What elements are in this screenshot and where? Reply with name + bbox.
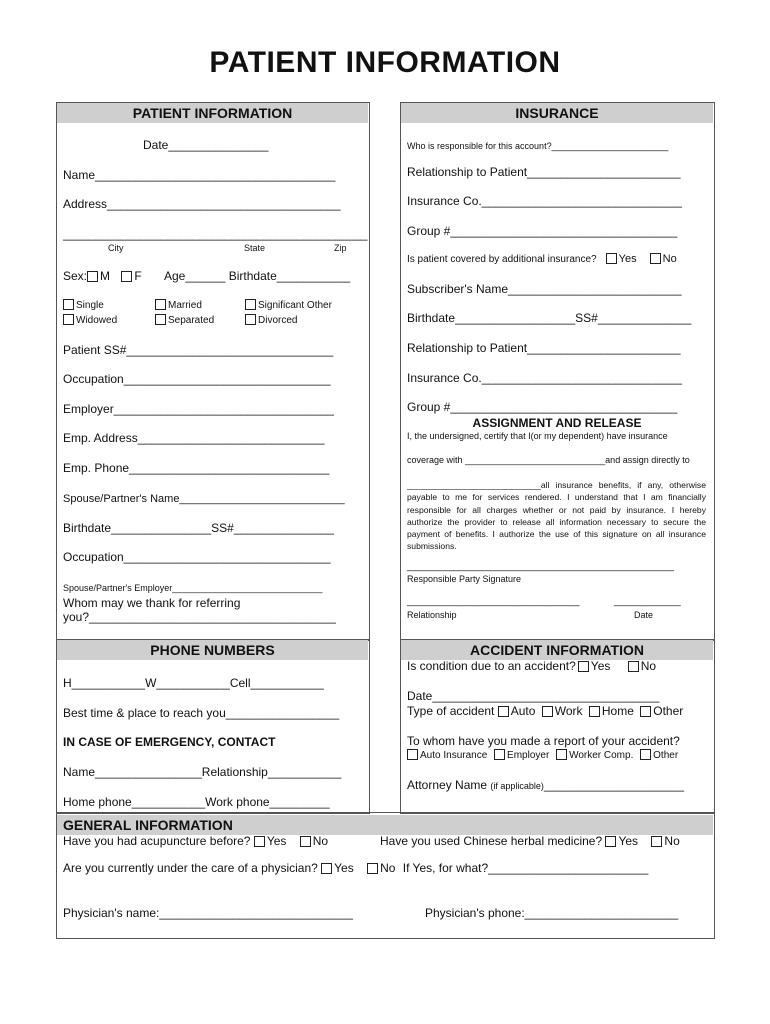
address-line-2[interactable]: _______________________________________________ [63, 227, 368, 241]
age-birthdate-field[interactable]: Age______ Birthdate___________ [164, 269, 351, 283]
physician-care-yes-checkbox[interactable] [321, 863, 332, 874]
work-checkbox[interactable] [542, 706, 553, 717]
other-label: Other [653, 704, 684, 718]
phone-header: PHONE NUMBERS [57, 640, 368, 660]
significant-other-checkbox[interactable] [245, 299, 256, 310]
other-report-label: Other [653, 750, 679, 761]
single-label: Single [76, 300, 104, 311]
separated-label: Separated [168, 315, 215, 326]
if-yes-field[interactable]: If Yes, for what?________________________ [402, 861, 649, 875]
auto-checkbox[interactable] [498, 706, 509, 717]
acupuncture-yes-checkbox[interactable] [254, 836, 265, 847]
report-options-row [407, 749, 678, 761]
emp-phone-field[interactable]: Emp. Phone______________________________ [63, 461, 330, 475]
single-option [63, 299, 104, 311]
emergency-contact-heading: IN CASE OF EMERGENCY, CONTACT [63, 735, 276, 749]
insurance-co-field[interactable]: Insurance Co.______________________________ [407, 194, 682, 208]
spouse-name-field[interactable]: Spouse/Partner's Name___________________________ [63, 493, 345, 505]
divorced-label: Divorced [258, 315, 298, 326]
accident-yes-label: Yes [590, 659, 611, 673]
emp-address-field[interactable]: Emp. Address____________________________ [63, 431, 325, 445]
employer-checkbox[interactable] [494, 749, 505, 760]
patient-ss-field[interactable]: Patient SS#_______________________________ [63, 343, 334, 357]
accident-yes-checkbox[interactable] [578, 661, 589, 672]
page-title: PATIENT INFORMATION [209, 46, 561, 79]
divorced-option [245, 314, 297, 326]
auto-insurance-checkbox[interactable] [407, 749, 418, 760]
accident-header: ACCIDENT INFORMATION [401, 640, 713, 660]
additional-no-checkbox[interactable] [650, 253, 661, 264]
widowed-option [63, 314, 117, 326]
herbal-no-checkbox[interactable] [651, 836, 662, 847]
female-checkbox[interactable] [121, 271, 132, 282]
accident-condition-label: Is condition due to an accident? [407, 659, 576, 673]
physician-care-row [63, 861, 648, 875]
separated-checkbox[interactable] [155, 314, 166, 325]
additional-no-label: No [662, 253, 677, 265]
assignment-line-2[interactable]: coverage with ____________________________and assign directly to [407, 455, 690, 465]
responsible-label: Who is responsible for this account? [407, 141, 552, 151]
acupuncture-row [63, 834, 328, 848]
accident-condition-row [407, 659, 656, 673]
relationship-sign-line[interactable]: _______________________________ [407, 596, 580, 607]
married-label: Married [168, 300, 202, 311]
spouse-birth-ss-field[interactable]: Birthdate_______________SS#_______________ [63, 521, 334, 535]
widowed-label: Widowed [76, 315, 118, 326]
relationship-sign-label: Relationship [407, 610, 457, 620]
attorney-line: _____________________ [543, 778, 685, 792]
subscriber-field[interactable]: Subscriber's Name__________________________ [407, 282, 682, 296]
if-applicable-label: (if applicable) [490, 781, 544, 791]
herbal-row [380, 834, 680, 848]
worker-comp-checkbox[interactable] [556, 749, 567, 760]
assignment-heading: ASSIGNMENT AND RELEASE [472, 416, 642, 430]
relationship-field[interactable]: Relationship to Patient_______________________ [407, 165, 681, 179]
acupuncture-yes-label: Yes [266, 834, 287, 848]
group-field[interactable]: Group #__________________________________ [407, 224, 678, 238]
assignment-line-1: I, the undersigned, certify that I(or my dependent) have insurance [407, 431, 668, 441]
city-label: City [108, 243, 124, 253]
additional-insurance-label: Is patient covered by additional insurance? [407, 254, 597, 265]
state-label: State [244, 243, 266, 253]
physician-care-label: Are you currently under the care of a physician? [63, 861, 318, 875]
physician-care-no-label: No [380, 861, 396, 875]
additional-yes-checkbox[interactable] [606, 253, 617, 264]
group-2-field[interactable]: Group #__________________________________ [407, 400, 678, 414]
responsible-field[interactable] [407, 136, 668, 154]
married-option [155, 299, 202, 311]
additional-yes-label: Yes [618, 253, 637, 265]
emergency-name-field[interactable]: Name________________Relationship___________ [63, 765, 342, 779]
home-label: Home [601, 704, 634, 718]
work-label: Work [554, 704, 583, 718]
accident-type-row [407, 704, 683, 718]
accident-type-label: Type of accident [407, 704, 495, 718]
name-field[interactable]: Name____________________________________ [63, 168, 336, 182]
signature-label: Responsible Party Signature [407, 574, 522, 584]
additional-insurance-row [407, 253, 677, 265]
accident-no-checkbox[interactable] [628, 661, 639, 672]
general-header: GENERAL INFORMATION [57, 815, 713, 835]
emergency-phone-field[interactable]: Home phone___________Work phone_________ [63, 795, 330, 809]
zip-label: Zip [334, 243, 347, 253]
herbal-label: Have you used Chinese herbal medicine? [380, 834, 603, 848]
spouse-occupation-field[interactable]: Occupation_______________________________ [63, 550, 331, 564]
herbal-yes-label: Yes [618, 834, 639, 848]
married-checkbox[interactable] [155, 299, 166, 310]
auto-label: Auto [510, 704, 536, 718]
divorced-checkbox[interactable] [245, 314, 256, 325]
patient-header: PATIENT INFORMATION [57, 103, 368, 123]
relationship-2-field[interactable]: Relationship to Patient_______________________ [407, 341, 681, 355]
physician-name-field[interactable]: Physician's name:_____________________________ [63, 906, 353, 920]
male-label: M [100, 269, 111, 283]
employer-label: Employer [507, 750, 550, 761]
herbal-yes-checkbox[interactable] [605, 836, 616, 847]
accident-no-label: No [640, 659, 657, 673]
insurance-header: INSURANCE [401, 103, 713, 123]
attorney-field[interactable] [407, 778, 684, 792]
female-label: F [134, 269, 142, 283]
other-checkbox[interactable] [640, 706, 651, 717]
spouse-employer-field[interactable]: Spouse/Partner's Employer______________________________ [63, 583, 323, 593]
physician-phone-field[interactable]: Physician's phone:_______________________ [425, 906, 679, 920]
acupuncture-no-label: No [312, 834, 329, 848]
separated-option [155, 314, 214, 326]
subscriber-birth-ss-field[interactable]: Birthdate__________________SS#______________ [407, 311, 692, 325]
significant-other-label: Significant Other [258, 300, 332, 311]
sex-label: Sex: [63, 269, 88, 283]
report-label: To whom have you made a report of your accident? [407, 734, 680, 748]
date-sign-label: Date [634, 610, 654, 620]
home-checkbox[interactable] [589, 706, 600, 717]
male-checkbox[interactable] [87, 271, 98, 282]
worker-comp-label: Worker Comp. [569, 750, 634, 761]
occupation-field[interactable]: Occupation_______________________________ [63, 372, 331, 386]
auto-insurance-label: Auto Insurance [420, 750, 488, 761]
phone-numbers-field[interactable]: H___________W___________Cell___________ [63, 676, 324, 690]
herbal-no-label: No [664, 834, 680, 848]
date-sign-line[interactable]: ____________ [614, 596, 681, 607]
referral-label: Whom may we thank for referring [63, 596, 241, 610]
significant-other-option [245, 299, 332, 311]
accident-date-field[interactable]: Date__________________________________ [407, 689, 660, 703]
physician-care-no-checkbox[interactable] [367, 863, 378, 874]
signature-line[interactable]: ________________________________________________ [407, 561, 674, 572]
address-field[interactable]: Address___________________________________ [63, 197, 341, 211]
attorney-label: Attorney Name [407, 778, 488, 792]
best-time-field[interactable]: Best time & place to reach you_________________ [63, 706, 340, 720]
responsible-line: _____________________ [551, 141, 669, 152]
acupuncture-label: Have you had acupuncture before? [63, 834, 251, 848]
widowed-checkbox[interactable] [63, 314, 74, 325]
other-report-checkbox[interactable] [640, 749, 651, 760]
date-field[interactable]: Date_______________ [143, 138, 269, 152]
insurance-co-2-field[interactable]: Insurance Co.______________________________ [407, 371, 682, 385]
acupuncture-no-checkbox[interactable] [300, 836, 311, 847]
sex-row [63, 269, 142, 283]
physician-care-yes-label: Yes [334, 861, 354, 875]
single-checkbox[interactable] [63, 299, 74, 310]
phone-section [56, 639, 370, 814]
referral-field[interactable]: you?_____________________________________ [63, 610, 336, 624]
assignment-paragraph: ____________________________all insurance benefits, if any, otherwise payable to me for services rendered. I understand that I am financially responsible for all charges whether or not paid by insurance. I hereby authorize the provider to release all information necessary to secure the payment of benefits. I authorize the use of this signature on all insurance submissions. [407, 480, 706, 552]
employer-field[interactable]: Employer_________________________________ [63, 402, 334, 416]
